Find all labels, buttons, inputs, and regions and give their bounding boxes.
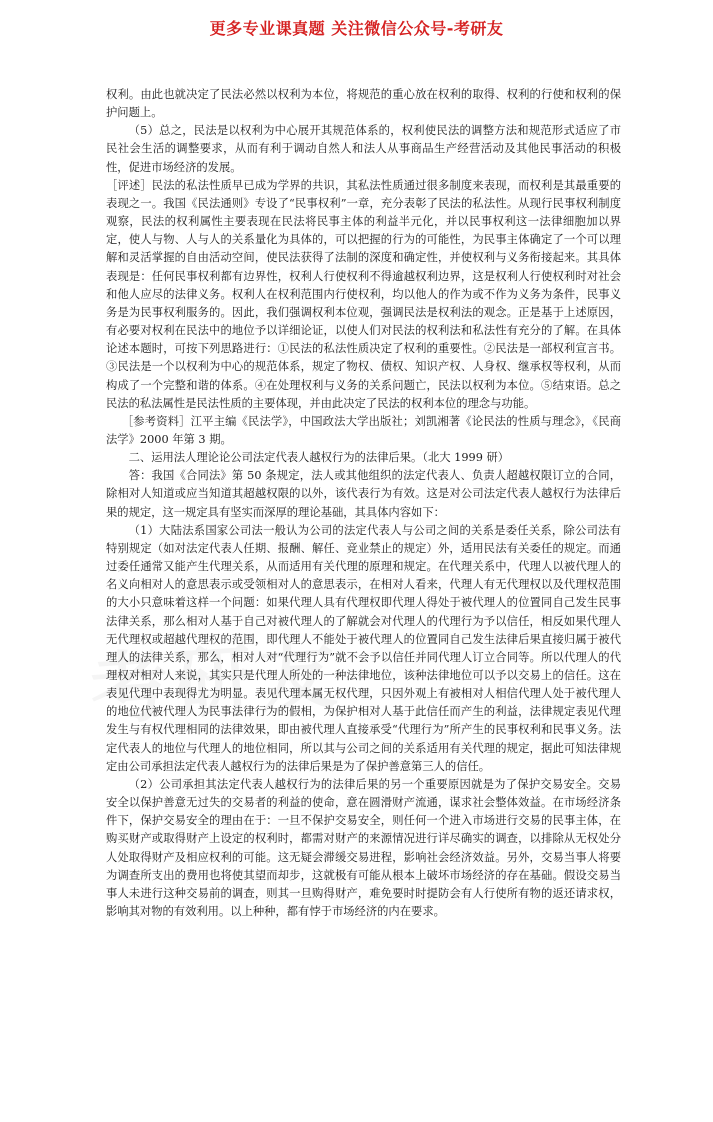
- paragraph-continuation: 权利。由此也就决定了民法必然以权利为本位，将规范的重心放在权利的取得、权利的行使和权利的保护问题上。: [106, 88, 621, 120]
- answer-point-2: （2）公司承担其法定代表人越权行为的法律后果的另一个重要原因就是为了保护交易安全。交易安全以保护善意无过失的交易者的利益的使命，意在圆滑财产流通，谋求社会整体效益。在市场经济条件下，保护交易安全的理由在于：一旦不保护交易安全，则任何一个进入市场进行交易的民事主体，在购买财产或取得财产上设定的权利时，都需对财产的来源情况进行详尽确实的调查，以排除从无权处分人处取得财产及相应权利的可能。这无疑会滞缓交易进程，影响社会经济效益。另外，交易当事人将要为调查所支出的费用也将使其望而却步，这就极有可能从根本上破坏市场经济的存在基础。假设交易当事人未进行这种交易前的调查，则其一旦购得财产，难免要时时提防会有人行使所有物的返还请求权，影响其对物的有效利用。以上种种，都有悖于市场经济的内在要求。: [106, 777, 621, 919]
- paragraph-references: ［参考资料］江平主编《民法学》，中国政法大学出版社；刘凯湘著《论民法的性质与理念》，《民商法学》2000 年第 3 期。: [106, 414, 621, 446]
- answer-point-1: （1）大陆法系国家公司法一般认为公司的法定代表人与公司之间的关系是委任关系，除公司法有特别规定（如对法定代表人任期、报酬、解任、竞业禁止的规定）外，适用民法有关委任的规定。而通过委任通常又能产生代理关系，从而适用有关代理的原理和规定。在代理关系中，代理人以被代理人的名义向相对人的意思表示或受领相对人的意思表示，在相对人看来，代理人有无代理权以及代理权范围的大小只意味着这样一个问题：如果代理人具有代理权即代理人得处于被代理人的位置同自己发生民事法律关系，那么相对人基于自己对被代理人的了解就会对代理人的代理行为予以信任，相反如果代理人无代理权或超越代理权的范围，即代理人不能处于被代理人的位置同自己发生法律后果直接归属于被代理人的法律关系，那么，相对人对“代理行为”就不会予以信任并同代理人订立合同等。所以代理人的代理权对相对人来说，其实只是代理人所处的一种法律地位，该种法律地位可以予以交易上的信任。这在表见代理中表现得尤为明显。表见代理本属无权代理，只因外观上有被相对人相信代理人处于被代理人的地位代被代理人为民事法律行为的假相，为保护相对人基于此信任而产生的利益，法律规定表见代理发生与有权代理相同的法律效果，即由被代理人直接承受“代理行为”所产生的民事权利和民事义务。法定代表人的地位与代理人的地位相同，所以其与公司之间的关系适用有关代理的规定，据此可知法律规定由公司承担法定代表人越权行为的法律后果是为了保护善意第三人的信任。: [106, 523, 621, 773]
- question-heading: 二、运用法人理论论公司法定代表人越权行为的法律后果。（北大 1999 研）: [128, 451, 510, 465]
- paragraph-commentary: ［评述］民法的私法性质早已成为学界的共识，其私法性质通过很多制度来表现，而权利是其最重要的表现之一。我国《民法通则》专设了“民事权利”一章，充分表彰了民法的私法性。从现行民事权利制度观察，民法的权利属性主要表现在民法将民事主体的利益半元化，并以民事权利这一法律细胞加以界定，使人与物、人与人的关系量化为具体的，可以把握的行为的可能性，为民事主体确定了一个可以理解和灵活掌握的自由活动空间，使民法获得了法制的深度和确定性，并使权利与义务衔接起来。其具体表现是：任何民事权利都有边界性，权利人行使权利不得逾越权利边界，这是权利人行使权利时对社会和他人应尽的法律义务。权利人在权利范围内行使权利，均以他人的作为或不作为义务为条件，民事义务是为民事权利服务的。因此，我们强调权利本位观，强调民法是权利法的观念。正是基于上述原因，有必要对权利在民法中的地位予以详细论证，以使人们对民法的权利法和私法性有充分的了解。在具体论述本题时，可按下列思路进行：①民法的私法性质决定了权利的重要性。②民法是一部权利宣言书。③民法是一个以权利为中心的规范体系，规定了物权、债权、知识产权、人身权、继承权等权利，从而构成了一个完整和谐的体系。④在处理权利与义务的关系问题亡，民法以权利为本位。⑤结束语。总之民法的私法属性是民法性质的主要体现，并由此决定了民法的权利本位的理念与功能。: [106, 178, 621, 410]
- page-header-banner: 更多专业课真题 关注微信公众号-考研友: [209, 19, 504, 38]
- answer-intro: 答：我国《合同法》第 50 条规定，法人或其他组织的法定代表人、负责人超越权限订立的合同，除相对人知道或应当知道其超越权限的以外，该代表行为有效。这是对公司法定代表人越权行为法律后果的规定，这一规定具有坚实而深厚的理论基础，其具体内容如下：: [106, 469, 621, 519]
- paragraph-point-5: （5）总之，民法是以权利为中心展开其规范体系的，权利使民法的调整方法和规范形式适应了市民社会生活的调整要求，从而有利于调动自然人和法人从事商品生产经营活动及其他民事活动的积极性，促进市场经济的发展。: [106, 124, 621, 174]
- document-body: [106, 86, 621, 921]
